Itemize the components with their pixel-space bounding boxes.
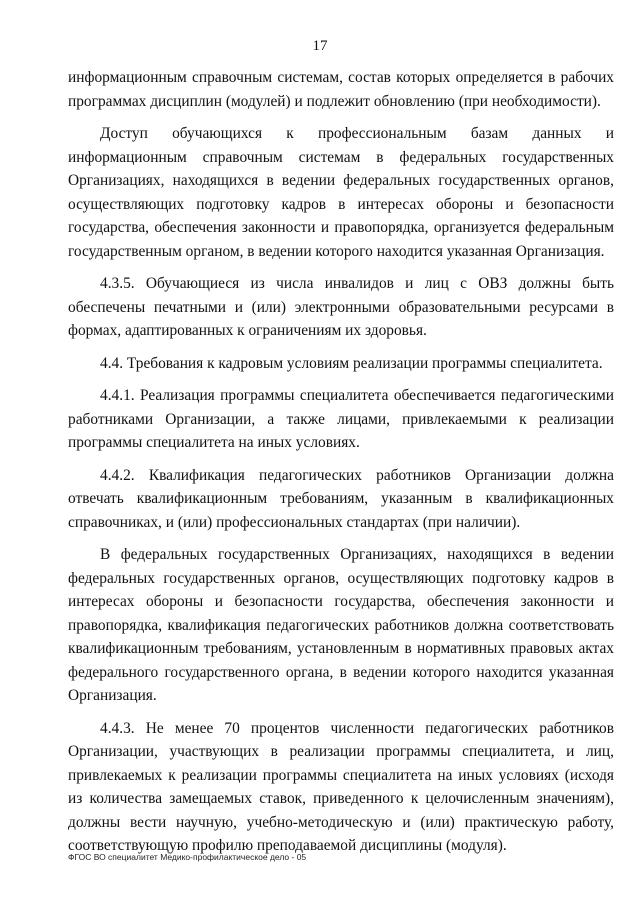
document-body [68, 66, 614, 867]
paragraph-4-4: 4.4. Требования к кадровым условиям реализации программы специалитета. [100, 354, 603, 372]
page-number: 17 [312, 38, 328, 54]
paragraph-4-4-1: 4.4.1. Реализация программы специалитета обеспечивается педагогическими работниками Организации, а также лицами, привлекаемыми к реализации программы специалитета на иных условиях. [68, 387, 614, 451]
paragraph-4-4-2: 4.4.2. Квалификация педагогических работников Организации должна отвечать квалификационным требованиям, указанным в квалификационных справочниках, и (или) профессиональных стандартах (при наличии). [68, 466, 614, 531]
paragraph-continuation: информационным справочным системам, состав которых определяется в рабочих программах дисциплин (модулей) и подлежит обновлению (при необходимости). [68, 69, 614, 110]
paragraph-4-3-5: 4.3.5. Обучающиеся из числа инвалидов и лиц с ОВЗ должны быть обеспечены печатными и (или) электронными образовательными ресурсами в формах, адаптированных к ограничениям их здоровья. [68, 275, 614, 339]
paragraph-4-4-3: 4.4.3. Не менее 70 процентов численности педагогических работников Организации, участвующих в реализации программы специалитета, и лиц, привлекаемых к реализации программы специалитета на иных условиях (исходя из количества замещаемых ставок, приведенного к целочисленным значениям), должны вести научную, учебно-методическую и (или) практическую работу, соответствующую профилю преподаваемой дисциплины (модуля). [68, 719, 614, 854]
paragraph-access-databases: Доступ обучающихся к профессиональным базам данных и информационным справочным системам в федеральных государственных Организациях, находящихся в ведении федеральных государственных органов, осуществляющих подготовку кадров в интересах обороны и безопасности государства, обеспечения законности и правопорядка, организуется федеральным государственным органом, в ведении которого находится указанная Организация. [68, 125, 614, 260]
paragraph-federal-organizations: В федеральных государственных Организациях, находящихся в ведении федеральных государственных органов, осуществляющих подготовку кадров в интересах обороны и безопасности государства, обеспечения законности и правопорядка, квалификация педагогических работников должна соответствовать квалификационным требованиям, установленным в нормативных правовых актах федерального государственного органа, в ведении которого находится указанная Организация. [68, 546, 614, 704]
document-footer: ФГОС ВО специалитет Медико-профилактическое дело - 05 [68, 852, 307, 862]
